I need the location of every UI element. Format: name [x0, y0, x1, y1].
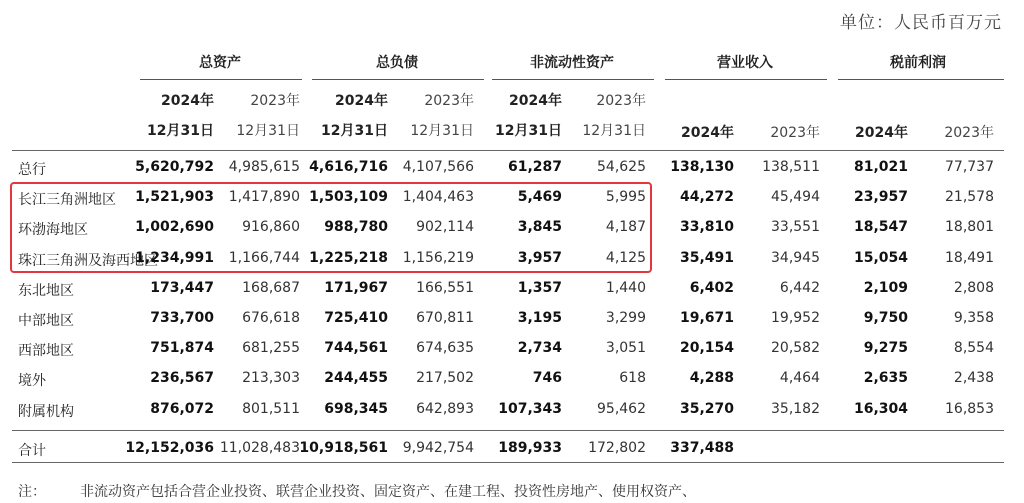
table-cell: 1,156,219: [402, 249, 474, 266]
table-cell: 4,985,615: [228, 159, 300, 175]
table-cell: 876,072: [150, 400, 214, 417]
table-cell: 2,734: [517, 340, 562, 357]
group-header-revenue: 营业收入: [717, 55, 773, 71]
row-label: 环渤海地区: [18, 222, 88, 239]
table-cell: 4,107,566: [402, 159, 474, 175]
table-cell: 189,933: [498, 440, 562, 456]
table-cell: 213,303: [242, 370, 300, 387]
table-cell: 8,554: [953, 340, 994, 357]
note-text: 非流动资产包括合营企业投资、联营企业投资、固定资产、在建工程、投资性房地产、使用权资产、: [80, 484, 696, 500]
table-cell: 33,551: [771, 219, 820, 236]
table-cell: 3,195: [517, 310, 562, 326]
table-cell: 6,402: [689, 279, 734, 296]
table-cell: 16,304: [853, 400, 908, 417]
table-cell: 337,488: [670, 440, 734, 456]
table-cell: 11,028,483: [219, 440, 300, 456]
table-row: [0, 334, 1024, 362]
table-cell: 3,299: [605, 310, 646, 326]
table-cell: 1,234,991: [135, 249, 214, 266]
table-row-total: [0, 434, 1024, 462]
table-cell: 2,109: [863, 279, 908, 296]
col-header-date: 12月31日: [321, 123, 388, 139]
row-label: 境外: [18, 373, 46, 390]
table-cell: 4,616,716: [309, 159, 388, 175]
table-cell: 21,578: [945, 189, 994, 206]
table-row: [0, 304, 1024, 332]
col-header-date: 12月31日: [582, 123, 646, 139]
table-cell: 5,469: [517, 189, 562, 206]
col-header-2024: [478, 90, 562, 140]
table-cell: 168,687: [242, 279, 300, 296]
table-cell: 642,893: [416, 400, 474, 417]
group-underline: [312, 79, 484, 80]
col-header-year: 2023年: [250, 93, 300, 109]
table-cell: 107,343: [498, 400, 562, 417]
table-cell: 9,358: [953, 310, 994, 326]
col-header-2023: 2023年: [770, 125, 820, 141]
table-cell: 1,503,109: [309, 189, 388, 206]
table-cell: 33,810: [679, 219, 734, 236]
col-header-2023: [562, 90, 646, 140]
col-header-2024: 2024年: [681, 125, 734, 141]
table-cell: 2,808: [953, 279, 994, 296]
table-row: [0, 153, 1024, 181]
total-bottom-divider: [12, 462, 1004, 463]
row-label: 合计: [18, 443, 46, 459]
row-label: 长江三角洲地区: [18, 192, 116, 209]
table-cell: 35,491: [679, 249, 734, 266]
table-cell: 45,494: [771, 189, 820, 206]
col-header-2024: [304, 90, 388, 140]
table-row: [0, 274, 1024, 302]
table-cell: 1,225,218: [309, 249, 388, 266]
table-cell: 166,551: [416, 279, 474, 296]
table-cell: 77,737: [945, 159, 994, 175]
col-header-2023: [216, 90, 300, 140]
table-cell: 54,625: [597, 159, 646, 175]
group-header-total-assets: 总资产: [199, 55, 241, 71]
table-cell: 138,511: [762, 159, 820, 175]
table-cell: 3,845: [517, 219, 562, 236]
table-cell: 236,567: [150, 370, 214, 387]
total-divider: [12, 430, 1004, 431]
table-cell: 12,152,036: [125, 440, 214, 456]
table-row: [0, 395, 1024, 423]
row-label: 西部地区: [18, 343, 74, 360]
col-header-year: 2023年: [596, 93, 646, 109]
col-header-2023: [390, 90, 474, 140]
table-cell: 5,995: [605, 189, 646, 206]
table-cell: 18,491: [945, 249, 994, 266]
table-cell: 3,957: [517, 249, 562, 266]
table-cell: 4,464: [779, 370, 820, 387]
table-cell: 698,345: [324, 400, 388, 417]
table-cell: 3,051: [605, 340, 646, 357]
table-cell: 217,502: [416, 370, 474, 387]
col-header-2024: [130, 90, 214, 140]
group-underline: [665, 79, 827, 80]
table-cell: 733,700: [150, 310, 214, 326]
table-cell: 1,002,690: [135, 219, 214, 236]
table-cell: 751,874: [150, 340, 214, 357]
highlight-box: [10, 182, 652, 273]
table-cell: 2,438: [953, 370, 994, 387]
table-cell: 19,952: [771, 310, 820, 326]
col-header-2024: 2024年: [855, 125, 908, 141]
table-row: [0, 364, 1024, 392]
table-cell: 725,410: [324, 310, 388, 326]
table-cell: 1,440: [605, 279, 646, 296]
table-cell: 4,288: [689, 370, 734, 387]
col-header-year: 2024年: [509, 93, 562, 109]
table-cell: 44,272: [679, 189, 734, 206]
table-cell: 171,967: [324, 279, 388, 296]
col-header-2023: 2023年: [944, 125, 994, 141]
table-cell: 9,942,754: [402, 440, 474, 456]
table-cell: 9,275: [863, 340, 908, 357]
table-cell: 9,750: [863, 310, 908, 326]
note-label: 注：: [18, 484, 46, 500]
table-cell: 2,635: [863, 370, 908, 387]
table-cell: 20,582: [771, 340, 820, 357]
table-cell: 35,182: [771, 400, 820, 417]
group-header-total-liabilities: 总负债: [376, 55, 418, 71]
unit-label: 单位：人民币百万元: [840, 13, 1002, 33]
row-label: 总行: [18, 162, 46, 178]
table-cell: 1,166,744: [228, 249, 300, 266]
table-cell: 670,811: [416, 310, 474, 326]
table-cell: 138,130: [670, 159, 734, 175]
row-label: 珠江三角洲及海西地区: [18, 252, 158, 269]
group-underline: [838, 79, 1004, 80]
table-cell: 61,287: [507, 159, 562, 175]
table-cell: 746: [532, 370, 562, 387]
group-underline: [140, 79, 302, 80]
table-cell: 902,114: [416, 219, 474, 236]
table-cell: 172,802: [588, 440, 646, 456]
table-cell: 4,125: [605, 249, 646, 266]
table-cell: 916,860: [242, 219, 300, 236]
table-cell: 18,801: [945, 219, 994, 236]
group-underline: [492, 79, 654, 80]
col-header-date: 12月31日: [495, 123, 562, 139]
col-header-year: 2023年: [424, 93, 474, 109]
table-cell: 20,154: [679, 340, 734, 357]
table-cell: 15,054: [853, 249, 908, 266]
table-cell: 23,957: [853, 189, 908, 206]
table-cell: 81,021: [853, 159, 908, 175]
table-cell: 244,455: [324, 370, 388, 387]
table-cell: 744,561: [324, 340, 388, 357]
row-label: 东北地区: [18, 282, 74, 299]
table-cell: 5,620,792: [135, 159, 214, 175]
table-cell: 1,404,463: [402, 189, 474, 206]
table-cell: 6,442: [779, 279, 820, 296]
table-cell: 10,918,561: [299, 440, 388, 456]
table-cell: 34,945: [771, 249, 820, 266]
table-cell: 801,511: [242, 400, 300, 417]
table-cell: 674,635: [416, 340, 474, 357]
table-cell: 35,270: [679, 400, 734, 417]
header-divider: [12, 150, 1004, 151]
table-cell: 1,417,890: [228, 189, 300, 206]
row-label: 中部地区: [18, 313, 74, 329]
table-cell: 173,447: [150, 279, 214, 296]
table-cell: 1,521,903: [135, 189, 214, 206]
table-cell: 676,618: [242, 310, 300, 326]
col-header-date: 12月31日: [236, 123, 300, 139]
col-header-date: 12月31日: [410, 123, 474, 139]
group-header-pretax-profit: 税前利润: [890, 55, 946, 71]
group-header-noncurrent-assets: 非流动性资产: [530, 55, 614, 71]
table-cell: 618: [619, 370, 646, 387]
table-cell: 95,462: [597, 400, 646, 417]
col-header-date: 12月31日: [147, 123, 214, 139]
table-cell: 4,187: [605, 219, 646, 236]
table-cell: 16,853: [945, 400, 994, 417]
table-cell: 18,547: [853, 219, 908, 236]
table-cell: 681,255: [242, 340, 300, 357]
col-header-year: 2024年: [335, 93, 388, 109]
table-cell: 1,357: [517, 279, 562, 296]
table-cell: 988,780: [324, 219, 388, 236]
col-header-year: 2024年: [161, 93, 214, 109]
table-cell: 19,671: [679, 310, 734, 326]
row-label: 附属机构: [18, 403, 74, 420]
